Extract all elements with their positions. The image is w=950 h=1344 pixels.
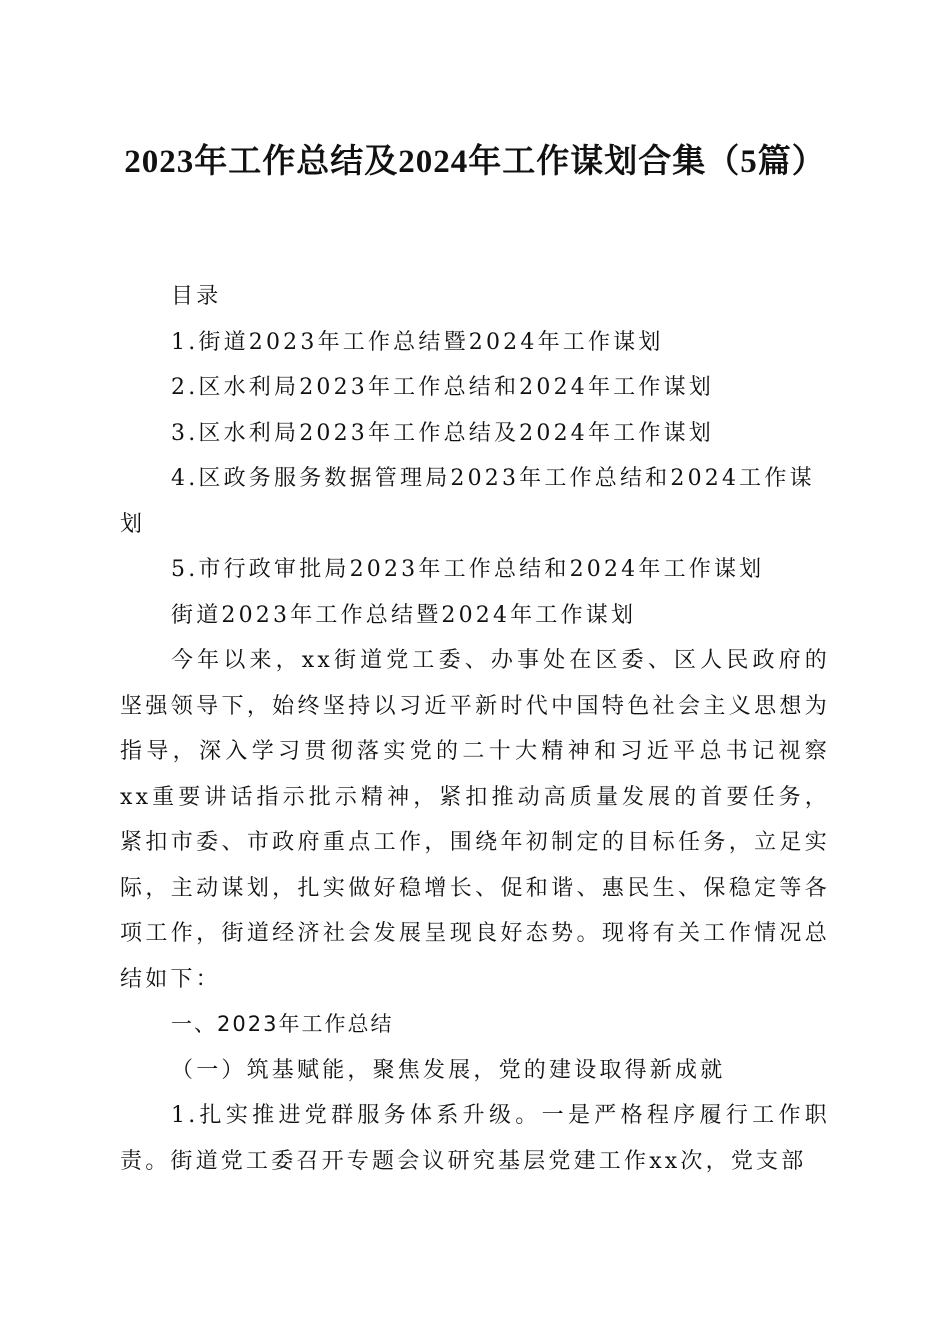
subsection-heading: （一）筑基赋能，聚焦发展，党的建设取得新成就	[171, 1057, 726, 1083]
toc-item[interactable]: 3.区水利局2023年工作总结及2024年工作谋划	[171, 420, 714, 446]
toc-item[interactable]: 2.区水利局2023年工作总结和2024年工作谋划	[171, 375, 714, 400]
toc-item[interactable]: 4.区政务服务数据管理局2023年工作总结和2024工作谋划	[120, 466, 815, 537]
toc-heading: 目录	[171, 284, 222, 309]
table-of-contents	[120, 274, 830, 593]
toc-item[interactable]: 5.市行政审批局2023年工作总结和2024年工作谋划	[171, 557, 765, 582]
body-paragraph: 1.扎实推进党群服务体系升级。一是严格程序履行工作职责。街道党工委召开专题会议研究基层党建工作xx次，党支部	[120, 1103, 830, 1174]
toc-list	[120, 320, 830, 593]
toc-item[interactable]: 1.街道2023年工作总结暨2024年工作谋划	[171, 329, 664, 355]
section-heading: 一、2023年工作总结	[171, 1012, 394, 1036]
document-title: 2023年工作总结及2024年工作谋划合集（5篇）	[124, 144, 826, 180]
article-title: 街道2023年工作总结暨2024年工作谋划	[171, 602, 637, 628]
document-body	[120, 274, 830, 1184]
intro-paragraph: 今年以来，xx街道党工委、办事处在区委、区人民政府的坚强领导下，始终坚持以习近平新时代中国特色社会主义思想为指导，深入学习贯彻落实党的二十大精神和习近平总书记视察xx重要讲话指示批示精神，紧扣推动高质量发展的首要任务，紧扣市委、市政府重点工作，围绕年初制定的目标任务，立足实际，主动谋划，扎实做好稳增长、促和谐、惠民生、保稳定等各项工作，街道经济社会发展呈现良好态势。现将有关工作情况总结如下：	[120, 648, 830, 992]
